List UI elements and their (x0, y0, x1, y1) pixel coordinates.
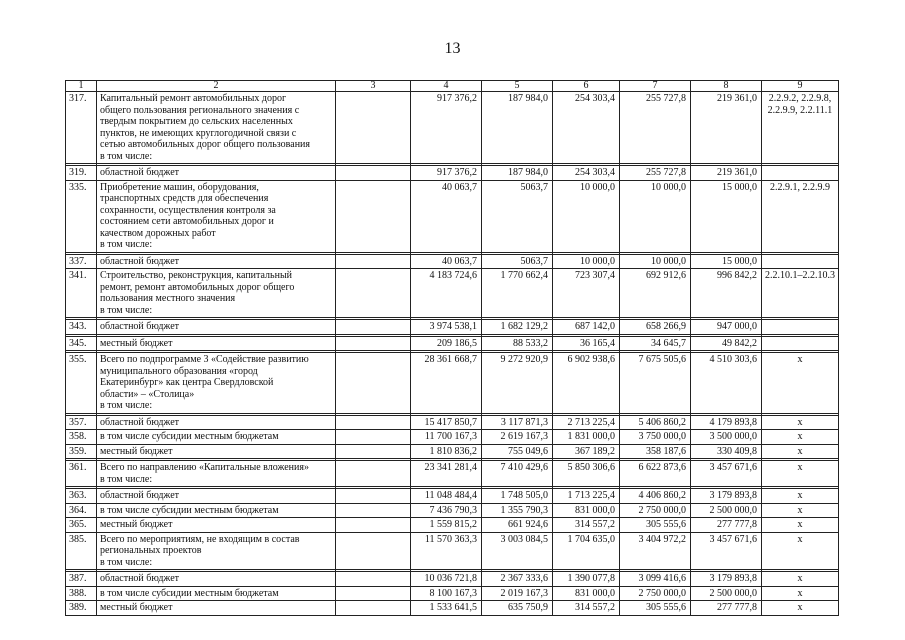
table-row (66, 166, 839, 181)
reference-cell: х (762, 572, 839, 587)
row-number: 317. (66, 92, 97, 164)
row-name: в том числе субсидии местным бюджетам (97, 503, 336, 518)
row-number: 364. (66, 503, 97, 518)
value-cell: 11 700 167,3 (411, 430, 482, 445)
table-row (66, 461, 839, 487)
value-cell: 254 303,4 (553, 92, 620, 164)
table-row (66, 489, 839, 504)
reference-cell: х (762, 601, 839, 616)
value-cell: 1 770 662,4 (482, 269, 553, 318)
header-cell: 8 (691, 81, 762, 92)
row-number: 389. (66, 601, 97, 616)
value-cell: 917 376,2 (411, 92, 482, 164)
value-cell: 10 000,0 (620, 180, 691, 252)
value-cell: 5 850 306,6 (553, 461, 620, 487)
value-cell: 3 099 416,6 (620, 572, 691, 587)
value-cell: 1 748 505,0 (482, 489, 553, 504)
table-row (66, 444, 839, 459)
value-cell: 209 186,5 (411, 336, 482, 351)
value-cell: 658 266,9 (620, 320, 691, 335)
row-name: областной бюджет (97, 254, 336, 269)
row-number: 319. (66, 166, 97, 181)
value-cell: 2 500 000,0 (691, 503, 762, 518)
table-row (66, 254, 839, 269)
value-cell: 3 457 671,6 (691, 532, 762, 570)
value-cell: 5 406 860,2 (620, 415, 691, 430)
row-name: Всего по направлению «Капитальные вложения» в том числе: (97, 461, 336, 487)
value-cell: 305 555,6 (620, 601, 691, 616)
header-cell: 9 (762, 81, 839, 92)
value-cell: 996 842,2 (691, 269, 762, 318)
value-cell: 15 000,0 (691, 180, 762, 252)
row-name: областной бюджет (97, 572, 336, 587)
row-name: областной бюджет (97, 415, 336, 430)
col3-cell (336, 461, 411, 487)
reference-cell: х (762, 415, 839, 430)
row-name: областной бюджет (97, 166, 336, 181)
value-cell: 4 179 893,8 (691, 415, 762, 430)
table-row (66, 586, 839, 601)
value-cell: 10 036 721,8 (411, 572, 482, 587)
value-cell: 4 510 303,6 (691, 353, 762, 414)
value-cell: 2 750 000,0 (620, 503, 691, 518)
value-cell: 255 727,8 (620, 92, 691, 164)
value-cell: 10 000,0 (553, 254, 620, 269)
value-cell: 947 000,0 (691, 320, 762, 335)
reference-cell: х (762, 503, 839, 518)
reference-cell: 2.2.9.1, 2.2.9.9 (762, 180, 839, 252)
header-cell: 3 (336, 81, 411, 92)
value-cell: 687 142,0 (553, 320, 620, 335)
row-name: Приобретение машин, оборудования, транспортных средств для обеспечения сохранности, осуществления контроля за состоянием сети автомобильных дорог и качеством дорожных работ в том числе: (97, 180, 336, 252)
col3-cell (336, 92, 411, 164)
table-row (66, 92, 839, 164)
row-number: 385. (66, 532, 97, 570)
col3-cell (336, 444, 411, 459)
value-cell: 10 000,0 (553, 180, 620, 252)
col3-cell (336, 269, 411, 318)
value-cell: 15 417 850,7 (411, 415, 482, 430)
value-cell: 3 974 538,1 (411, 320, 482, 335)
row-number: 335. (66, 180, 97, 252)
value-cell: 2 500 000,0 (691, 586, 762, 601)
value-cell: 15 000,0 (691, 254, 762, 269)
value-cell: 4 406 860,2 (620, 489, 691, 504)
value-cell: 219 361,0 (691, 92, 762, 164)
value-cell: 3 457 671,6 (691, 461, 762, 487)
value-cell: 7 436 790,3 (411, 503, 482, 518)
row-number: 343. (66, 320, 97, 335)
value-cell: 187 984,0 (482, 92, 553, 164)
value-cell: 2 019 167,3 (482, 586, 553, 601)
row-number: 345. (66, 336, 97, 351)
value-cell: 88 533,2 (482, 336, 553, 351)
row-number: 337. (66, 254, 97, 269)
value-cell: 36 165,4 (553, 336, 620, 351)
value-cell: 2 750 000,0 (620, 586, 691, 601)
row-name: в том числе субсидии местным бюджетам (97, 586, 336, 601)
value-cell: 1 533 641,5 (411, 601, 482, 616)
value-cell: 2 713 225,4 (553, 415, 620, 430)
value-cell: 2 367 333,6 (482, 572, 553, 587)
col3-cell (336, 415, 411, 430)
value-cell: 1 559 815,2 (411, 518, 482, 533)
col3-cell (336, 430, 411, 445)
value-cell: 277 777,8 (691, 601, 762, 616)
value-cell: 277 777,8 (691, 518, 762, 533)
value-cell: 314 557,2 (553, 601, 620, 616)
table-row (66, 430, 839, 445)
reference-cell: х (762, 532, 839, 570)
col3-cell (336, 353, 411, 414)
table-row (66, 180, 839, 252)
value-cell: 3 179 893,8 (691, 489, 762, 504)
value-cell: 367 189,2 (553, 444, 620, 459)
row-number: 341. (66, 269, 97, 318)
value-cell: 40 063,7 (411, 254, 482, 269)
value-cell: 6 902 938,6 (553, 353, 620, 414)
value-cell: 755 049,6 (482, 444, 553, 459)
row-name: местный бюджет (97, 518, 336, 533)
value-cell: 3 750 000,0 (620, 430, 691, 445)
table-row (66, 336, 839, 351)
value-cell: 7 410 429,6 (482, 461, 553, 487)
row-number: 361. (66, 461, 97, 487)
table-row (66, 572, 839, 587)
value-cell: 187 984,0 (482, 166, 553, 181)
row-name: Всего по мероприятиям, не входящим в состав региональных проектов в том числе: (97, 532, 336, 570)
col3-cell (336, 489, 411, 504)
col3-cell (336, 532, 411, 570)
col3-cell (336, 518, 411, 533)
row-number: 358. (66, 430, 97, 445)
row-number: 357. (66, 415, 97, 430)
row-name: местный бюджет (97, 601, 336, 616)
value-cell: 1 831 000,0 (553, 430, 620, 445)
row-name: областной бюджет (97, 489, 336, 504)
col3-cell (336, 586, 411, 601)
value-cell: 635 750,9 (482, 601, 553, 616)
value-cell: 831 000,0 (553, 586, 620, 601)
row-number: 355. (66, 353, 97, 414)
col3-cell (336, 336, 411, 351)
row-name: Капитальный ремонт автомобильных дорог общего пользования регионального значения с твердым покрытием до сельских населенных пунктов, не имеющих круглогодичной связи с сетью автомобильных дорог общего пользования в том числе: (97, 92, 336, 164)
reference-cell (762, 254, 839, 269)
reference-cell: х (762, 586, 839, 601)
row-number: 388. (66, 586, 97, 601)
reference-cell (762, 336, 839, 351)
reference-cell: х (762, 444, 839, 459)
row-number: 387. (66, 572, 97, 587)
value-cell: 6 622 873,6 (620, 461, 691, 487)
value-cell: 254 303,4 (553, 166, 620, 181)
reference-cell (762, 166, 839, 181)
row-number: 363. (66, 489, 97, 504)
value-cell: 358 187,6 (620, 444, 691, 459)
row-name: Всего по подпрограмме 3 «Содействие развитию муниципального образования «город Екатеринбург» как центра Свердловской области» – «Столица» в том числе: (97, 353, 336, 414)
budget-table (65, 80, 839, 616)
value-cell: 11 048 484,4 (411, 489, 482, 504)
table-row (66, 353, 839, 414)
value-cell: 3 003 084,5 (482, 532, 553, 570)
reference-cell: 2.2.9.2, 2.2.9.8, 2.2.9.9, 2.2.11.1 (762, 92, 839, 164)
value-cell: 723 307,4 (553, 269, 620, 318)
table-row (66, 532, 839, 570)
row-name: местный бюджет (97, 444, 336, 459)
header-cell: 6 (553, 81, 620, 92)
col3-cell (336, 180, 411, 252)
value-cell: 28 361 668,7 (411, 353, 482, 414)
value-cell: 1 682 129,2 (482, 320, 553, 335)
header-cell: 2 (97, 81, 336, 92)
value-cell: 1 355 790,3 (482, 503, 553, 518)
reference-cell: х (762, 353, 839, 414)
value-cell: 9 272 920,9 (482, 353, 553, 414)
reference-cell: х (762, 430, 839, 445)
value-cell: 10 000,0 (620, 254, 691, 269)
col3-cell (336, 166, 411, 181)
col3-cell (336, 572, 411, 587)
table-row (66, 269, 839, 318)
table-row (66, 601, 839, 616)
header-cell: 7 (620, 81, 691, 92)
row-name: областной бюджет (97, 320, 336, 335)
value-cell: 219 361,0 (691, 166, 762, 181)
value-cell: 3 404 972,2 (620, 532, 691, 570)
value-cell: 1 704 635,0 (553, 532, 620, 570)
value-cell: 314 557,2 (553, 518, 620, 533)
row-name: местный бюджет (97, 336, 336, 351)
reference-cell: х (762, 518, 839, 533)
header-row (66, 81, 839, 92)
value-cell: 5063,7 (482, 180, 553, 252)
col3-cell (336, 254, 411, 269)
value-cell: 4 183 724,6 (411, 269, 482, 318)
value-cell: 7 675 505,6 (620, 353, 691, 414)
value-cell: 917 376,2 (411, 166, 482, 181)
value-cell: 1 390 077,8 (553, 572, 620, 587)
value-cell: 831 000,0 (553, 503, 620, 518)
value-cell: 3 117 871,3 (482, 415, 553, 430)
reference-cell: х (762, 489, 839, 504)
header-cell: 4 (411, 81, 482, 92)
value-cell: 1 810 836,2 (411, 444, 482, 459)
value-cell: 1 713 225,4 (553, 489, 620, 504)
value-cell: 3 500 000,0 (691, 430, 762, 445)
value-cell: 692 912,6 (620, 269, 691, 318)
table-row (66, 503, 839, 518)
col3-cell (336, 503, 411, 518)
value-cell: 23 341 281,4 (411, 461, 482, 487)
row-number: 365. (66, 518, 97, 533)
reference-cell: 2.2.10.1–2.2.10.3 (762, 269, 839, 318)
table-row (66, 415, 839, 430)
col3-cell (336, 601, 411, 616)
value-cell: 5063,7 (482, 254, 553, 269)
table-row (66, 518, 839, 533)
value-cell: 305 555,6 (620, 518, 691, 533)
value-cell: 34 645,7 (620, 336, 691, 351)
value-cell: 2 619 167,3 (482, 430, 553, 445)
value-cell: 49 842,2 (691, 336, 762, 351)
row-number: 359. (66, 444, 97, 459)
value-cell: 40 063,7 (411, 180, 482, 252)
table-body (66, 81, 839, 616)
header-cell: 5 (482, 81, 553, 92)
value-cell: 661 924,6 (482, 518, 553, 533)
value-cell: 3 179 893,8 (691, 572, 762, 587)
table-row (66, 320, 839, 335)
value-cell: 255 727,8 (620, 166, 691, 181)
reference-cell: х (762, 461, 839, 487)
row-name: Строительство, реконструкция, капитальный ремонт, ремонт автомобильных дорог общего пользования местного значения в том числе: (97, 269, 336, 318)
col3-cell (336, 320, 411, 335)
reference-cell (762, 320, 839, 335)
value-cell: 330 409,8 (691, 444, 762, 459)
header-cell: 1 (66, 81, 97, 92)
row-name: в том числе субсидии местным бюджетам (97, 430, 336, 445)
value-cell: 8 100 167,3 (411, 586, 482, 601)
value-cell: 11 570 363,3 (411, 532, 482, 570)
page-number: 13 (444, 40, 461, 57)
